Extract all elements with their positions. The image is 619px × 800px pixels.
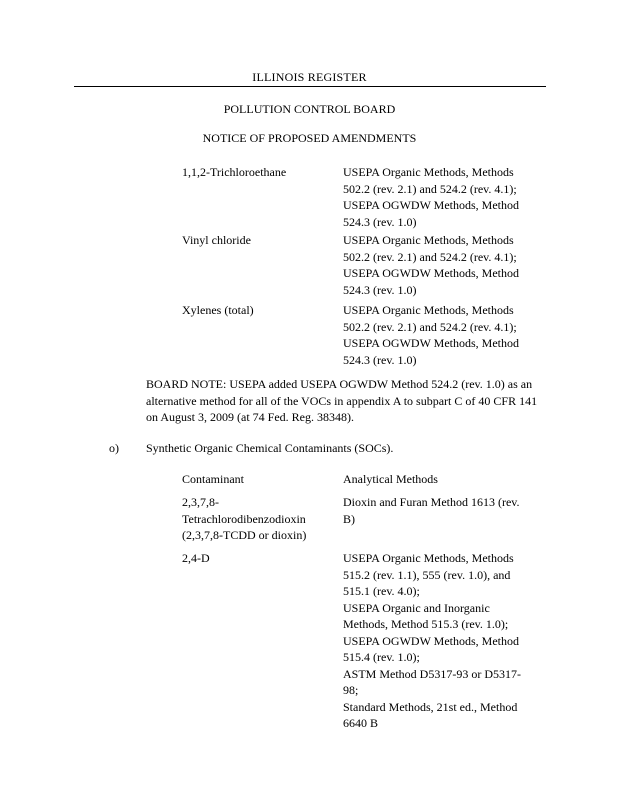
column-header-contaminant: Contaminant <box>182 472 244 486</box>
soc-methods <box>343 550 533 732</box>
contaminant-line: Tetrachlorodibenzodioxin <box>182 511 306 526</box>
method-line: USEPA Organic Methods, Methods <box>343 233 514 247</box>
notice-title: NOTICE OF PROPOSED AMENDMENTS <box>202 131 417 145</box>
board-note-line: alternative method for all of the VOCs in appendix A to subpart C of 40 CFR 141 <box>146 393 538 408</box>
contaminant-line: 2,3,7,8- <box>182 495 219 509</box>
method-line: USEPA OGWDW Methods, Method <box>343 336 520 350</box>
method-line: USEPA Organic and Inorganic <box>343 600 490 615</box>
column-header-methods: Analytical Methods <box>343 472 438 486</box>
board-note-line: on August 3, 2009 (at 74 Fed. Reg. 38348). <box>146 410 354 424</box>
method-line: 502.2 (rev. 2.1) and 524.2 (rev. 4.1); <box>343 249 517 264</box>
voc-contaminant: Xylenes (total) <box>182 303 254 317</box>
method-line: 515.1 (rev. 4.0); <box>343 584 420 598</box>
soc-methods <box>343 494 533 527</box>
section-title: Synthetic Organic Chemical Contaminants (SOCs). <box>146 441 394 455</box>
method-line: Methods, Method 515.3 (rev. 1.0); <box>343 617 509 631</box>
voc-methods <box>343 302 533 368</box>
board-note <box>146 376 546 426</box>
section-letter: o) <box>109 441 119 455</box>
method-line: 6640 B <box>343 716 379 730</box>
method-line: USEPA Organic Methods, Methods <box>343 551 514 565</box>
soc-contaminant <box>182 550 332 567</box>
contaminant-line: (2,3,7,8-TCDD or dioxin) <box>182 528 307 542</box>
method-line: Standard Methods, 21st ed., Method <box>343 699 518 714</box>
method-line: USEPA OGWDW Methods, Method <box>343 198 520 212</box>
method-line: 502.2 (rev. 2.1) and 524.2 (rev. 4.1); <box>343 181 517 196</box>
method-line: USEPA OGWDW Methods, Method <box>343 266 520 280</box>
method-line: 502.2 (rev. 2.1) and 524.2 (rev. 4.1); <box>343 319 517 334</box>
header-divider <box>74 86 546 87</box>
board-name: POLLUTION CONTROL BOARD <box>223 102 396 116</box>
method-line: USEPA OGWDW Methods, Method <box>343 633 520 648</box>
voc-contaminant: 1,1,2-Trichloroethane <box>182 165 287 179</box>
method-line: 515.4 (rev. 1.0); <box>343 650 420 664</box>
contaminant-line: 2,4-D <box>182 551 210 565</box>
method-line: 515.2 (rev. 1.1), 555 (rev. 1.0), and <box>343 567 511 582</box>
register-title: ILLINOIS REGISTER <box>252 70 367 84</box>
voc-contaminant: Vinyl chloride <box>182 233 251 247</box>
method-line: 524.3 (rev. 1.0) <box>343 282 417 297</box>
method-line: Dioxin and Furan Method 1613 (rev. <box>343 495 520 509</box>
method-line: B) <box>343 511 355 526</box>
method-line: USEPA Organic Methods, Methods <box>343 165 514 179</box>
method-line: USEPA Organic Methods, Methods <box>343 303 514 317</box>
method-line: 524.3 (rev. 1.0) <box>343 352 417 367</box>
voc-methods <box>343 232 533 298</box>
soc-contaminant <box>182 494 332 544</box>
board-note-line: BOARD NOTE: USEPA added USEPA OGWDW Method 524.2 (rev. 1.0) as an <box>146 377 533 391</box>
voc-methods <box>343 164 533 230</box>
method-line: 98; <box>343 683 359 697</box>
method-line: 524.3 (rev. 1.0) <box>343 214 417 229</box>
method-line: ASTM Method D5317-93 or D5317- <box>343 666 521 681</box>
